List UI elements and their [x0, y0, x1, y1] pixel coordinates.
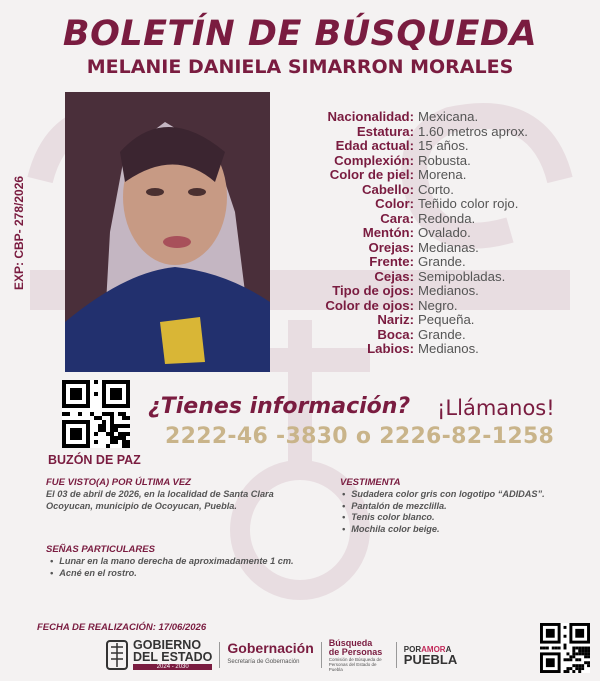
detail-label: Boca:: [377, 326, 414, 342]
detail-value: Robusta.: [418, 152, 471, 168]
state-emblem-icon: [105, 639, 129, 671]
contact-phones: 2222-46 -3830 o 2226-82-1258: [165, 424, 555, 449]
fecha-realizacion: FECHA DE REALIZACIÓN: 17/06/2026: [37, 622, 207, 633]
marks-list: [50, 556, 370, 579]
detail-value: Medianos.: [418, 341, 479, 356]
detail-label: Orejas:: [368, 239, 414, 255]
busqueda-logo: Búsqueda de Personas Comisión de Búsqueda de Personas del Estado de Puebla: [328, 637, 383, 672]
detail-label: Labios:: [367, 341, 414, 356]
detail-value: 1.60 metros aprox.: [418, 123, 528, 139]
list-item: • Tenis color blanco.: [342, 512, 592, 524]
detail-value: Redonda.: [418, 210, 476, 226]
detail-label: Mentón:: [362, 225, 414, 240]
page-title: BOLETÍN DE BÚSQUEDA: [62, 14, 538, 54]
detail-value: Ovalado.: [418, 225, 471, 240]
detail-label: Complexión:: [334, 152, 414, 168]
detail-row: [300, 125, 590, 140]
detail-value: Medianas.: [418, 239, 479, 255]
contact-question: ¿Tienes información?: [148, 394, 411, 419]
expediente-number: EXP: CBP- 278/2026: [12, 175, 26, 290]
detail-label: Estatura:: [356, 123, 414, 139]
detail-row: [300, 328, 590, 343]
detail-row: [300, 241, 590, 256]
detail-row: [300, 313, 590, 328]
detail-row: [300, 168, 590, 183]
detail-value: Mexicana.: [418, 109, 479, 124]
gobernacion-logo: Gobernación Secretaría de Gobernación: [227, 640, 314, 665]
list-item: • Acné en el rostro.: [50, 568, 370, 580]
detail-value: Pequeña.: [418, 312, 475, 327]
contact-call: ¡Llámanos!: [437, 396, 555, 420]
detail-value: Grande.: [418, 326, 466, 342]
detail-row: [300, 183, 590, 198]
qr-code-buzon: [62, 380, 130, 448]
list-item: • Pantalón de mezclilla.: [342, 501, 592, 513]
detail-row: [300, 270, 590, 285]
detail-row: [300, 342, 590, 357]
detail-row: [300, 299, 590, 314]
clothing-title: VESTIMENTA: [340, 477, 401, 488]
detail-row: [300, 154, 590, 169]
person-photo: [65, 92, 270, 372]
detail-row: [300, 139, 590, 154]
list-item: • Sudadera color gris con logotipo “ADIDAS”.: [342, 489, 592, 501]
detail-label: Frente:: [369, 254, 414, 269]
person-name: MELANIE DANIELA SIMARRON MORALES: [86, 56, 514, 78]
detail-row: [300, 197, 590, 212]
detail-row: [300, 212, 590, 227]
list-item: • Lunar en la mano derecha de aproximadamente 1 cm.: [50, 556, 370, 568]
footer-logos: [105, 637, 457, 673]
detail-value: Negro.: [418, 297, 458, 313]
por-amor-puebla-logo: PORAMORA PUEBLA: [403, 645, 458, 667]
marks-title: SEÑAS PARTICULARES: [46, 544, 155, 555]
detail-label: Nariz:: [377, 312, 414, 327]
detail-row: [300, 284, 590, 299]
detail-value: Medianos.: [418, 283, 479, 298]
detail-label: Cara:: [380, 210, 414, 226]
detail-value: Grande.: [418, 254, 466, 269]
detail-row: [300, 226, 590, 241]
detail-label: Cabello:: [361, 181, 414, 197]
qr-code-footer: [540, 623, 590, 673]
buzon-label: BUZÓN DE PAZ: [48, 453, 141, 467]
detail-value: Semipobladas.: [418, 268, 506, 284]
detail-label: Color de ojos:: [325, 297, 414, 313]
detail-row: [300, 110, 590, 125]
physical-details: [300, 110, 590, 357]
detail-value: 15 años.: [418, 138, 469, 153]
detail-value: Teñido color rojo.: [418, 196, 519, 211]
detail-label: Color de piel:: [329, 167, 414, 182]
list-item: • Mochila color beige.: [342, 524, 592, 536]
detail-value: Corto.: [418, 181, 454, 197]
detail-label: Cejas:: [374, 268, 414, 284]
gobierno-logo: GOBIERNO DEL ESTADO 2024 - 2030: [105, 639, 212, 671]
detail-row: [300, 255, 590, 270]
clothing-list: [342, 489, 592, 535]
detail-label: Color:: [375, 196, 414, 211]
detail-label: Nacionalidad:: [327, 109, 414, 124]
last-seen-title: FUE VISTO(A) POR ÚLTIMA VEZ: [46, 477, 191, 488]
last-seen-text: El 03 de abril de 2026, en la localidad de Santa Clara Ocoyucan, municipio de Ocoyucan, Puebla.: [46, 489, 274, 511]
detail-value: Morena.: [418, 167, 467, 182]
detail-label: Tipo de ojos:: [332, 283, 414, 298]
detail-label: Edad actual:: [335, 138, 414, 153]
